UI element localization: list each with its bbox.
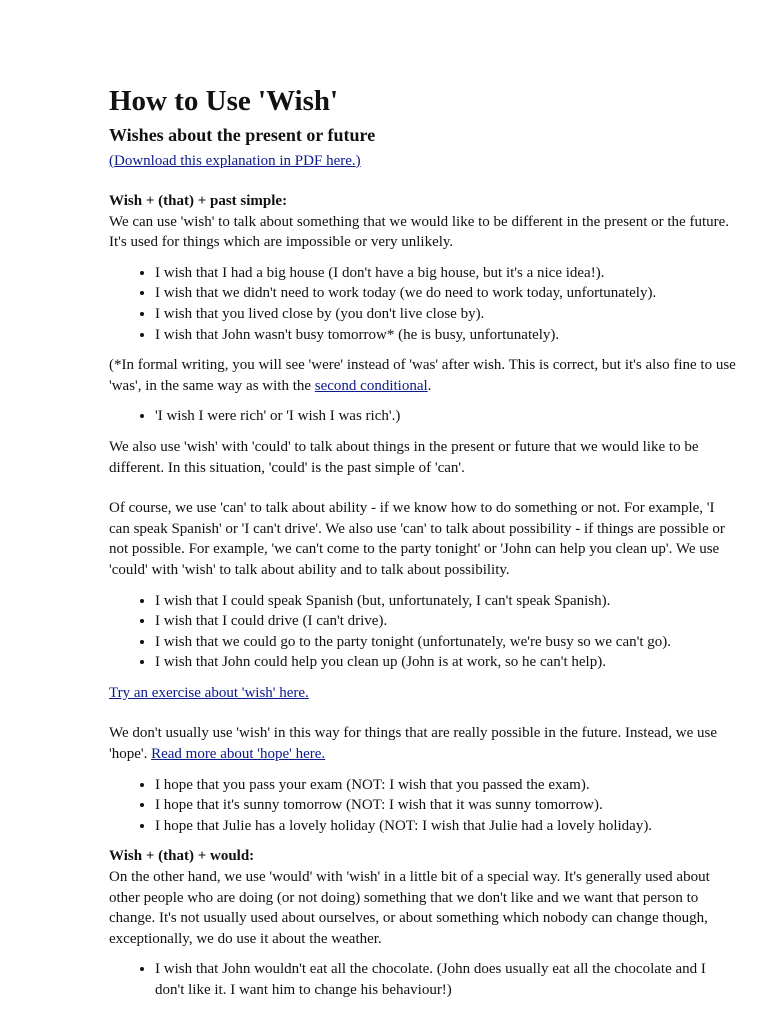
list-item: • I wish that we could go to the party tonight (unfortunately, we're busy so we can't go).: [155, 632, 737, 653]
could-paragraph-1: We also use 'wish' with 'could' to talk about things in the present or future that we would like to be different. In this situation, 'could' is the past simple of 'can'.: [109, 438, 699, 476]
list-item: • I wish that John wasn't busy tomorrow* (he is busy, unfortunately).: [155, 325, 737, 346]
article-body: [109, 191, 737, 1011]
hope-link[interactable]: Read more about 'hope' here.: [151, 746, 326, 763]
list-item: • I wish that we didn't need to work today (we do need to work today, unfortunately).: [155, 283, 737, 304]
page-subtitle: Wishes about the present or future: [109, 125, 376, 145]
formal-writing-note: [109, 355, 737, 396]
note-end: .: [427, 377, 432, 394]
exercise-paragraph: [109, 683, 737, 704]
past-simple-examples: [109, 263, 737, 345]
list-item: • I hope that it's sunny tomorrow (NOT: I wish that it was sunny tomorrow).: [155, 795, 737, 816]
second-conditional-link[interactable]: second conditional: [314, 377, 428, 394]
list-item: • I wish that you lived close by (you don't live close by).: [155, 304, 737, 325]
hope-text: We don't usually use 'wish' in this way for things that are really possible in the future. Instead, we use 'hope'.: [109, 725, 718, 763]
list-item: • I wish that I could drive (I can't drive).: [155, 611, 737, 632]
hope-examples: [109, 775, 737, 837]
list-item: • I hope that Julie has a lovely holiday (NOT: I wish that Julie had a lovely holiday).: [155, 816, 737, 837]
list-item: • I wish that I had a big house (I don't have a big house, but it's a nice idea!).: [155, 263, 737, 284]
list-item: • I wish that John wouldn't eat all the chocolate. (John does usually eat all the chocolate and I don't like it. I want him to change his behaviour!): [155, 959, 737, 1000]
note-text: (*In formal writing, you will see 'were' instead of 'was' after wish. This is correct, but it's also fine to use 'was', in the same way as with the: [109, 357, 736, 394]
past-simple-intro: We can use 'wish' to talk about something that we would like to be different in the present or the future. It's used for things which are impossible or very unlikely.: [109, 213, 730, 251]
hope-paragraph: [109, 723, 737, 764]
could-examples: [109, 591, 737, 673]
pdf-download-link[interactable]: (Download this explanation in PDF here.): [109, 153, 361, 169]
list-item: • I wish that John could help you clean up (John is at work, so he can't help).: [155, 652, 737, 673]
page-title: How to Use 'Wish': [109, 85, 339, 117]
list-item: • 'I wish I were rich' or 'I wish I was rich'.): [155, 406, 737, 427]
section-heading-would: Wish + (that) + would:: [109, 848, 255, 865]
section-heading-past-simple: Wish + (that) + past simple:: [109, 193, 288, 209]
would-examples: [109, 959, 737, 1000]
list-item: • I wish that I could speak Spanish (but, unfortunately, I can't speak Spanish).: [155, 591, 737, 612]
list-item: • I hope that you pass your exam (NOT: I wish that you passed the exam).: [155, 775, 737, 796]
exercise-link[interactable]: Try an exercise about 'wish' here.: [109, 684, 309, 701]
could-paragraph-2: Of course, we use 'can' to talk about ability - if we know how to do something or not. For example, 'I can speak Spanish' or 'I can't drive'. We also use 'can' to talk about possibility - if things are possible or not possible. For example, 'we can't come to the party tonight' or 'John can help you clean up'. We use 'could' with 'wish' to talk about ability and to talk about possibility.: [109, 500, 725, 578]
formal-note-examples: [109, 406, 737, 427]
would-intro: On the other hand, we use 'would' with 'wish' in a little bit of a special way. It's generally used about other people who are doing (or not doing) something that we don't like and we want that person to change. It's not usually used about ourselves, or about something which nobody can change though, exceptionally, we do use it about the weather.: [109, 869, 710, 947]
